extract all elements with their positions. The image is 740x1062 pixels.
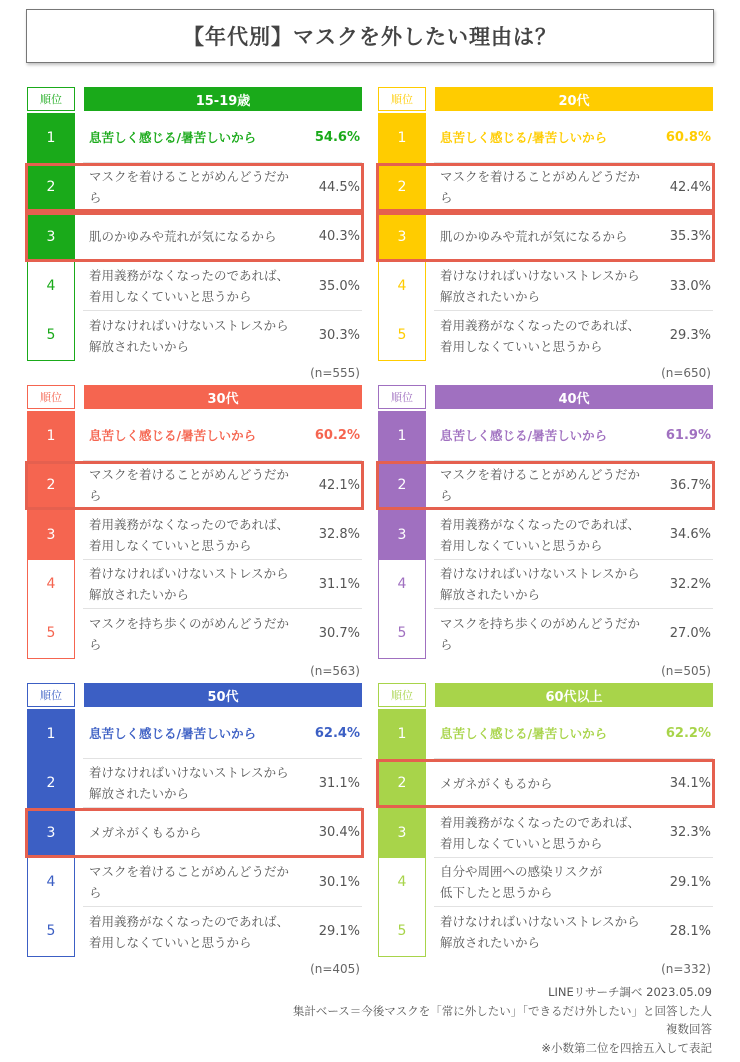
panel-header: [27, 87, 362, 111]
rank-header: 順位: [378, 87, 426, 111]
reason-text: 息苦しく感じる/暑苦しいから: [440, 428, 608, 444]
rank-number: 5: [378, 609, 426, 659]
percentage-value: 60.8%: [665, 130, 711, 146]
ranking-row: [378, 510, 713, 560]
ranking-row: [27, 411, 362, 461]
sample-size: (n=505): [661, 663, 711, 678]
percentage-value: 61.9%: [665, 428, 711, 444]
ranking-row: [27, 510, 362, 560]
rank-header: 順位: [378, 683, 426, 707]
ranking-list: [378, 113, 713, 361]
percentage-value: 44.5%: [318, 179, 360, 195]
reason-text: 着けなければいけないストレスから 解放されたいから: [89, 765, 289, 802]
reason-text: 着けなければいけないストレスから 解放されたいから: [440, 268, 640, 305]
percentage-value: 32.8%: [318, 527, 360, 543]
sample-size: (n=555): [310, 365, 360, 380]
percentage-value: 40.3%: [318, 229, 360, 245]
ranking-list: [378, 709, 713, 957]
reason-text: メガネがくもるから: [440, 775, 553, 791]
ranking-row: [27, 560, 362, 610]
rank-header: 順位: [27, 683, 75, 707]
reason-text: 肌のかゆみや荒れが気になるから: [440, 229, 628, 245]
rank-number: 5: [378, 907, 426, 957]
rank-number: 5: [27, 907, 75, 957]
rank-number: 2: [27, 163, 75, 213]
rank-header: 順位: [378, 385, 426, 409]
rank-number: 1: [27, 113, 75, 163]
percentage-value: 29.3%: [669, 328, 711, 344]
rank-number: 4: [27, 858, 75, 908]
reason-text: 息苦しく感じる/暑苦しいから: [89, 130, 257, 146]
ranking-row: [378, 808, 713, 858]
age-group-header: 20代: [435, 87, 713, 111]
ranking-list: [27, 411, 362, 659]
ranking-row: [27, 808, 362, 858]
age-panel: [27, 87, 362, 380]
ranking-row: [27, 609, 362, 659]
percentage-value: 27.0%: [669, 626, 711, 642]
ranking-list: [27, 709, 362, 957]
percentage-value: 62.2%: [665, 726, 711, 742]
rank-number: 3: [378, 212, 426, 262]
rank-number: 2: [27, 759, 75, 809]
rank-number: 4: [27, 262, 75, 312]
page-title: 【年代別】マスクを外したい理由は？: [26, 9, 714, 63]
rank-number: 1: [27, 709, 75, 759]
reason-text: 着用義務がなくなったのであれば、 着用しなくていいと思うから: [440, 317, 641, 354]
reason-text: マスクを着けることがめんどうだから: [440, 169, 641, 206]
panel-header: [27, 683, 362, 707]
rank-number: 4: [378, 858, 426, 908]
age-group-header: 50代: [84, 683, 362, 707]
sample-size: (n=650): [661, 365, 711, 380]
ranking-row: [378, 858, 713, 908]
age-panel: [27, 385, 362, 678]
percentage-value: 35.0%: [318, 278, 360, 294]
ranking-row: [378, 709, 713, 759]
percentage-value: 54.6%: [314, 130, 360, 146]
rank-number: 1: [27, 411, 75, 461]
rank-number: 4: [27, 560, 75, 610]
percentage-value: 31.1%: [318, 576, 360, 592]
reason-text: 着用義務がなくなったのであれば、 着用しなくていいと思うから: [89, 913, 290, 950]
reason-text: 着用義務がなくなったのであれば、 着用しなくていいと思うから: [440, 814, 641, 851]
percentage-value: 28.1%: [669, 924, 711, 940]
reason-text: 息苦しく感じる/暑苦しいから: [89, 428, 257, 444]
percentage-value: 30.1%: [318, 874, 360, 890]
panel-header: [27, 385, 362, 409]
footer-source: LINEリサーチ調べ 2023.05.09: [548, 985, 712, 999]
reason-text: 着用義務がなくなったのであれば、 着用しなくていいと思うから: [89, 516, 290, 553]
age-panel: [378, 87, 713, 380]
percentage-value: 30.7%: [318, 626, 360, 642]
percentage-value: 31.1%: [318, 775, 360, 791]
reason-text: 着用義務がなくなったのであれば、 着用しなくていいと思うから: [89, 268, 290, 305]
rank-number: 2: [27, 461, 75, 511]
percentage-value: 42.4%: [669, 179, 711, 195]
reason-text: 息苦しく感じる/暑苦しいから: [440, 130, 608, 146]
reason-text: マスクを着けることがめんどうだから: [440, 467, 641, 504]
ranking-row: [27, 113, 362, 163]
sample-size: (n=563): [310, 663, 360, 678]
ranking-row: [378, 411, 713, 461]
rank-number: 2: [378, 163, 426, 213]
rank-number: 5: [27, 311, 75, 361]
reason-text: マスクを着けることがめんどうだから: [89, 169, 290, 206]
ranking-row: [378, 759, 713, 809]
reason-text: マスクを持ち歩くのがめんどうだから: [440, 615, 641, 652]
ranking-row: [27, 262, 362, 312]
reason-text: メガネがくもるから: [89, 825, 202, 841]
ranking-row: [27, 461, 362, 511]
ranking-row: [378, 461, 713, 511]
rank-number: 3: [378, 808, 426, 858]
ranking-row: [27, 709, 362, 759]
ranking-row: [378, 907, 713, 957]
ranking-row: [378, 262, 713, 312]
rank-number: 3: [27, 808, 75, 858]
rank-number: 1: [378, 113, 426, 163]
footer-base: 集計ベース＝今後マスクを「常に外したい」「できるだけ外したい」と回答した人: [292, 1003, 712, 1018]
ranking-list: [378, 411, 713, 659]
ranking-row: [378, 311, 713, 361]
rank-number: 4: [378, 560, 426, 610]
panel-header: [378, 87, 713, 111]
rank-header: 順位: [27, 385, 75, 409]
percentage-value: 34.6%: [669, 527, 711, 543]
ranking-row: [378, 212, 713, 262]
reason-text: 着けなければいけないストレスから 解放されたいから: [440, 913, 640, 950]
ranking-row: [378, 163, 713, 213]
footer-notes: [293, 983, 712, 1057]
ranking-row: [27, 212, 362, 262]
age-panel: [378, 385, 713, 678]
reason-text: マスクを着けることがめんどうだから: [89, 864, 290, 901]
age-group-header: 30代: [84, 385, 362, 409]
percentage-value: 36.7%: [669, 477, 711, 493]
panel-header: [378, 683, 713, 707]
percentage-value: 32.2%: [669, 576, 711, 592]
rank-number: 2: [378, 461, 426, 511]
age-group-header: 40代: [435, 385, 713, 409]
percentage-value: 30.3%: [318, 328, 360, 344]
ranking-list: [27, 113, 362, 361]
rank-number: 1: [378, 411, 426, 461]
age-panel: [27, 683, 362, 976]
ranking-row: [27, 858, 362, 908]
reason-text: 自分や周囲への感染リスクが 低下したと思うから: [440, 864, 603, 901]
ranking-row: [27, 907, 362, 957]
ranking-row: [27, 759, 362, 809]
rank-number: 3: [27, 510, 75, 560]
reason-text: マスクを持ち歩くのがめんどうだから: [89, 615, 290, 652]
percentage-value: 33.0%: [669, 278, 711, 294]
rank-header: 順位: [27, 87, 75, 111]
rank-number: 3: [378, 510, 426, 560]
reason-text: 着けなければいけないストレスから 解放されたいから: [440, 566, 640, 603]
percentage-value: 60.2%: [314, 428, 360, 444]
percentage-value: 42.1%: [318, 477, 360, 493]
rank-number: 5: [378, 311, 426, 361]
ranking-row: [27, 311, 362, 361]
footer-note: ※小数第二位を四捨五入して表記: [541, 1040, 712, 1055]
reason-text: 息苦しく感じる/暑苦しいから: [89, 726, 257, 742]
rank-number: 1: [378, 709, 426, 759]
age-panel: [378, 683, 713, 976]
ranking-row: [378, 113, 713, 163]
rank-number: 5: [27, 609, 75, 659]
rank-number: 3: [27, 212, 75, 262]
percentage-value: 62.4%: [314, 726, 360, 742]
reason-text: マスクを着けることがめんどうだから: [89, 467, 290, 504]
panel-header: [378, 385, 713, 409]
sample-size: (n=332): [661, 961, 711, 976]
percentage-value: 34.1%: [669, 775, 711, 791]
percentage-value: 30.4%: [318, 825, 360, 841]
age-group-header: 15-19歳: [84, 87, 362, 111]
percentage-value: 29.1%: [669, 874, 711, 890]
sample-size: (n=405): [310, 961, 360, 976]
rank-number: 4: [378, 262, 426, 312]
reason-text: 着けなければいけないストレスから 解放されたいから: [89, 566, 289, 603]
reason-text: 肌のかゆみや荒れが気になるから: [89, 229, 277, 245]
ranking-row: [27, 163, 362, 213]
percentage-value: 29.1%: [318, 924, 360, 940]
reason-text: 着けなければいけないストレスから 解放されたいから: [89, 317, 289, 354]
ranking-row: [378, 609, 713, 659]
footer-multi: 複数回答: [666, 1022, 712, 1036]
rank-number: 2: [378, 759, 426, 809]
ranking-row: [378, 560, 713, 610]
reason-text: 息苦しく感じる/暑苦しいから: [440, 726, 608, 742]
age-group-header: 60代以上: [435, 683, 713, 707]
reason-text: 着用義務がなくなったのであれば、 着用しなくていいと思うから: [440, 516, 641, 553]
percentage-value: 35.3%: [669, 229, 711, 245]
percentage-value: 32.3%: [669, 825, 711, 841]
